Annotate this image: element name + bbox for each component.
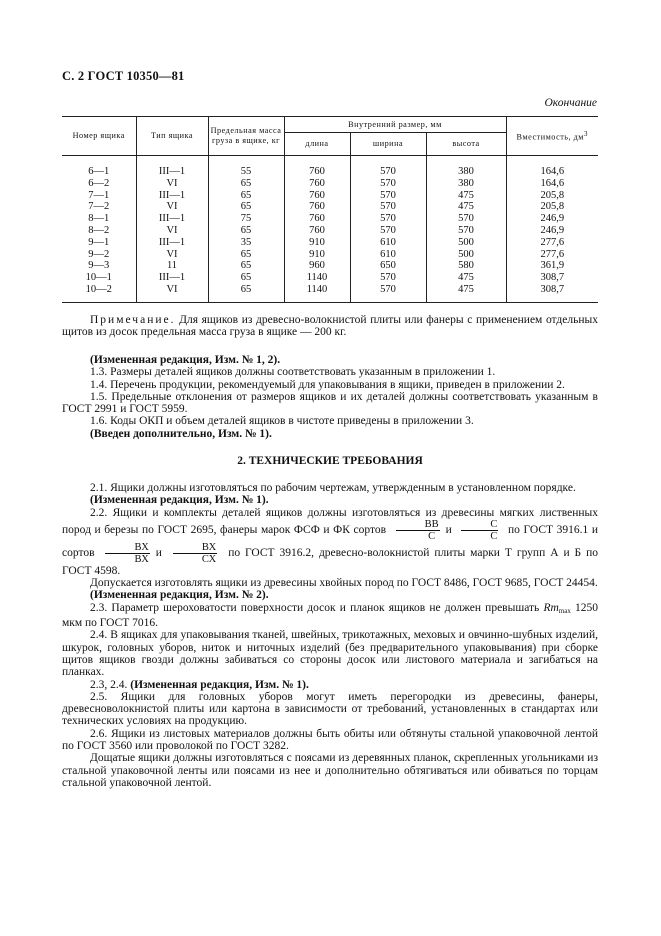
cell-height: 475 [426,272,506,284]
cell-max-mass: 35 [208,237,284,249]
cell-max-mass: 65 [208,225,284,237]
table-row [62,156,598,178]
cell-max-mass: 65 [208,272,284,284]
cell-box-type: III—1 [136,213,208,225]
table-row [62,190,598,202]
cell-max-mass: 65 [208,284,284,302]
table-row [62,178,598,190]
cell-width: 570 [350,178,426,190]
cell-length: 910 [284,249,350,261]
revision-note-2-2: (Измененная редакция, Изм. № 2). [90,589,269,602]
cell-box-no: 7—2 [62,201,136,213]
section-2-body [62,482,598,789]
cell-volume: 277,6 [540,248,565,260]
cell-box-no: 7—1 [62,190,136,202]
clause-2-5: 2.5. Ящики для головных уборов могут иметь перегородки из древесины, фанеры, древесноволокнистой плиты или картона в зависимости от требований, установленных в стандартах или технических условиях на продукцию. [62,690,598,728]
cell-box-no: 10—2 [62,284,136,302]
section-2-title: 2. ТЕХНИЧЕСКИЕ ТРЕБОВАНИЯ [237,455,423,467]
cell-length: 760 [284,213,350,225]
col-mass: Предельная масса груза в ящике, кг [208,117,284,156]
revision-note-2-3-2-4: 2.3, 2.4. (Измененная редакция, Изм. № 1). [90,678,309,691]
cell-height: 475 [426,201,506,213]
table-row [62,260,598,272]
col-box-no: Номер ящика [62,117,136,156]
cell-box-no: 9—3 [62,260,136,272]
clause-1-5: 1.5. Предельные отклонения от размеров ящиков и их деталей должны соответствовать указанным в ГОСТ 2991 и ГОСТ 5959. [62,390,598,416]
clause-2-2: 2.2. Ящики и комплекты деталей ящиков должны изготовляться из древесины мягких лиственных пород и березы по ГОСТ 2695, фанеры марок ФСФ и ФК сортов $\frac{ВВ}{С}$ и $\frac{С}{С}$ по ГОСТ 3916.1 и сортов $\frac{ВХ}{ВХ}$ и $\frac{ВХ}{СХ}$ по ГОСТ 3916.2, древесно-волокнистой плиты марки Т групп А и Б по ГОСТ 4598. [62,506,599,577]
fraction-bx-cx: $\frac{ВХ}{СХ}$ [173,542,217,565]
cell-volume: 308,7 [506,284,598,302]
cell-height: 580 [426,260,506,272]
clause-2-3: 2.3. Параметр шероховатости поверхности досок и планок ящиков не должен превышать $Rm_{max}$ 1250 мкм по ГОСТ 7016. [62,601,598,630]
cell-length: 910 [284,237,350,249]
revision-note: (Измененная редакция, Изм. № 1, 2). [90,354,281,366]
cell-box-type: VI [136,201,208,213]
cell-max-mass: 65 [208,249,284,261]
cell-volume: 361,9 [540,260,565,272]
clause-2-6-wooden: Дощатые ящики должны изготовляться с поясами из деревянных планок, скрепленных угольниками из стальной упаковочной ленты или поясами из нее и дополнительно обтягиваться или обиваться по торцам стальной упаковочной лентой. [62,752,598,789]
cell-box-type: VI [136,225,208,237]
clause-1-6: 1.6. Коды ОКП и объем деталей ящиков в чистоте приведены в приложении 3. [90,415,474,428]
cell-box-no: 8—1 [62,213,136,225]
cell-box-no: 9—1 [62,237,136,249]
table-note: Примечание. Для ящиков из древесно-волокнистой плиты или фанеры с применением отдельных щитов из досок предельная масса груза в ящике — 200 кг. [62,314,599,339]
table-row [62,237,598,249]
cell-width: 610 [350,237,426,249]
cell-length: 760 [284,225,350,237]
cell-volume: 164,6 [540,166,565,177]
cell-volume: 246,9 [540,213,565,225]
cell-box-no: 6—1 [62,156,136,178]
cell-width: 570 [350,272,426,284]
table-row [62,249,598,261]
clause-1-3: 1.3. Размеры деталей ящиков должны соответствовать указанным в приложении 1. [90,366,496,379]
fraction-c-c: $\frac{С}{С}$ [461,519,498,542]
cell-length: 760 [284,156,350,178]
cell-width: 610 [350,249,426,261]
col-type: Тип ящика [136,117,208,156]
revision-note-2-1: (Измененная редакция, Изм. № 1). [90,494,269,507]
cell-box-type: VI [136,249,208,261]
clause-2-4: 2.4. В ящиках для упаковывания тканей, швейных, трикотажных, меховых и овчинно-шубных изделий, шкурок, головных уборов, ниток и ниточных изделий (без предварительного упаковывания) при сборке щитов ящиков гвозди должны забиваться со стороны досок или листового материала и загибаться на планках. [62,629,598,679]
cell-height: 500 [426,237,506,249]
cell-length: 760 [284,190,350,202]
table-row [62,225,598,237]
table-row [62,213,598,225]
cell-width: 570 [350,156,426,178]
added-note: (Введен дополнительно, Изм. № 1). [90,427,272,440]
cell-box-type: III—1 [136,237,208,249]
cell-max-mass: 65 [208,201,284,213]
cell-height: 500 [426,249,506,261]
cell-box-type: 11 [136,260,208,272]
cell-max-mass: 55 [208,156,284,178]
clause-2-1: 2.1. Ящики должны изготовляться по рабочим чертежам, утвержденным в установленном порядке. [90,482,576,494]
cell-box-type: III—1 [136,190,208,202]
section-1-tail [62,354,598,440]
cell-length: 760 [284,178,350,190]
cell-max-mass: 65 [208,190,284,202]
cell-volume: 246,9 [540,224,565,236]
cell-volume: 205,8 [540,189,565,201]
cell-box-type: VI [136,284,208,302]
fraction-bx-bx: $\frac{ВХ}{ВХ}$ [105,542,149,565]
cell-volume: 164,6 [540,177,565,189]
cell-height: 475 [426,284,506,302]
cell-height: 380 [426,156,506,178]
cell-height: 475 [426,190,506,202]
cell-box-no: 9—2 [62,249,136,261]
cell-length: 760 [284,201,350,213]
cell-width: 570 [350,284,426,302]
clause-2-2-allowance: Допускается изготовлять ящики из древесины хвойных пород по ГОСТ 8486, ГОСТ 9685, ГОСТ 24454. [90,577,598,590]
cell-height: 380 [426,178,506,190]
cell-box-no: 8—2 [62,225,136,237]
cell-width: 570 [350,213,426,225]
table-row [62,201,598,213]
page-header: С. 2 ГОСТ 10350—81 [62,69,185,83]
clause-2-6: 2.6. Ящики из листовых материалов должны быть обиты или обтянуты стальной упаковочной лентой по ГОСТ 3560 или проволокой по ГОСТ 3282. [62,727,598,753]
cell-volume: 308,7 [540,272,565,284]
cell-box-type: VI [136,178,208,190]
cell-width: 570 [350,225,426,237]
cell-box-type: III—1 [136,156,208,178]
cell-max-mass: 65 [208,178,284,190]
cell-height: 570 [426,225,506,237]
col-height: высота [426,133,506,156]
cell-width: 570 [350,201,426,213]
fraction-bb-c: $\frac{ВВ}{С}$ [396,519,440,542]
cell-width: 650 [350,260,426,272]
cell-box-no: 10—1 [62,272,136,284]
col-inner-size: Внутренний размер, мм [284,117,506,133]
cell-height: 570 [426,213,506,225]
col-volume: Вместимость, $дм^3$ [506,117,598,156]
cell-volume: 205,8 [540,201,565,213]
cell-width: 570 [350,190,426,202]
cell-max-mass: 75 [208,213,284,225]
cell-max-mass: 65 [208,260,284,272]
table-continuation-label: Окончание [544,97,597,109]
col-width: ширина [350,133,426,156]
box-specs-table [62,116,598,303]
cell-box-type: III—1 [136,272,208,284]
cell-length: 1140 [284,284,350,302]
table-row [62,284,598,302]
cell-volume: 277,6 [540,236,565,248]
table-row [62,272,598,284]
clause-1-4: 1.4. Перечень продукции, рекомендуемый для упаковывания в ящики, приведен в приложении 2. [90,378,565,391]
cell-box-no: 6—2 [62,178,136,190]
col-length: длина [284,133,350,156]
cell-length: 1140 [284,272,350,284]
cell-length: 960 [284,260,350,272]
